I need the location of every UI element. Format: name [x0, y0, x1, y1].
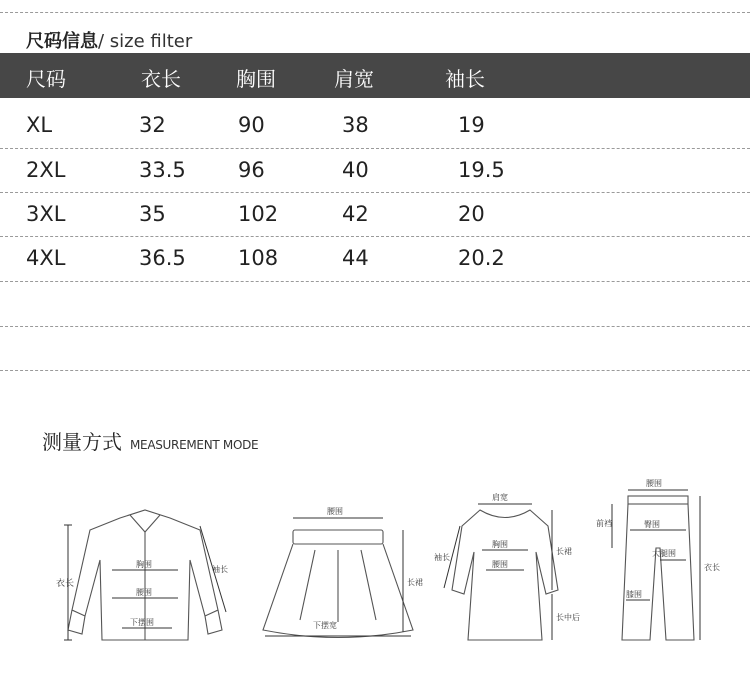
dress-shoulder-label: 肩宽	[492, 493, 508, 502]
measurement-title	[42, 426, 258, 455]
skirt-length-label: 长裙	[407, 578, 423, 587]
row-divider	[0, 192, 750, 193]
row-divider	[0, 148, 750, 149]
dress-back-length-label: 长中后	[556, 613, 580, 622]
pants-hip-label: 臀围	[644, 520, 660, 529]
table-row	[0, 194, 750, 238]
row-divider	[0, 326, 750, 327]
pants-illustration	[590, 470, 740, 670]
skirt-waist-label: 腰围	[327, 507, 343, 516]
size-info-title-zh: 尺码信息	[26, 31, 98, 52]
pants-rise-label: 前裆	[596, 519, 612, 528]
shirt-hem-label: 下摆围	[130, 618, 154, 627]
shirt-waist-label: 腰围	[136, 588, 152, 597]
cell-shoulder: 38	[342, 113, 369, 137]
table-row	[0, 150, 750, 194]
header-shoulder: 肩宽	[334, 67, 374, 91]
skirt-diagram	[255, 470, 425, 670]
shirt-sleeve-label: 袖长	[212, 565, 228, 574]
cell-length: 33.5	[139, 158, 186, 182]
shirt-diagram	[50, 470, 240, 670]
cell-length: 32	[139, 113, 166, 137]
cell-chest: 102	[238, 202, 279, 226]
cell-sleeve: 20.2	[458, 246, 505, 270]
shirt-chest-label: 胸围	[136, 560, 152, 569]
skirt-hem-label: 下摆宽	[313, 621, 337, 630]
header-length: 衣长	[141, 67, 181, 91]
dress-length-label: 长裙	[556, 547, 572, 556]
pants-knee-label: 膝围	[626, 590, 642, 599]
measurement-title-zh: 测量方式	[42, 430, 122, 454]
cell-shoulder: 42	[342, 202, 369, 226]
dress-waist-label: 腰围	[492, 560, 508, 569]
header-sleeve: 袖长	[445, 67, 485, 91]
pants-waist-label: 腰围	[646, 479, 662, 488]
dress-diagram	[430, 470, 580, 670]
header-chest: 胸围	[236, 67, 276, 91]
size-info-title	[26, 27, 192, 53]
cell-chest: 96	[238, 158, 265, 182]
shirt-illustration	[50, 470, 240, 670]
cell-length: 35	[139, 202, 166, 226]
row-divider	[0, 370, 750, 371]
cell-chest: 90	[238, 113, 265, 137]
cell-size: 4XL	[26, 246, 66, 270]
header-size: 尺码	[26, 67, 66, 91]
top-divider	[0, 12, 750, 13]
pants-thigh-label: 大腿围	[652, 549, 676, 558]
dress-chest-label: 胸围	[492, 540, 508, 549]
cell-size: XL	[26, 113, 53, 137]
cell-sleeve: 20	[458, 202, 485, 226]
shirt-length-label: 衣长	[56, 579, 75, 589]
cell-shoulder: 40	[342, 158, 369, 182]
row-divider	[0, 236, 750, 237]
measurement-title-en: MEASUREMENT MODE	[130, 438, 259, 452]
dress-illustration	[430, 470, 580, 670]
table-row	[0, 238, 750, 282]
size-info-title-en: / size filter	[98, 31, 193, 52]
cell-sleeve: 19	[458, 113, 485, 137]
row-divider	[0, 281, 750, 282]
cell-chest: 108	[238, 246, 279, 270]
cell-size: 3XL	[26, 202, 66, 226]
table-row	[0, 105, 750, 149]
cell-length: 36.5	[139, 246, 186, 270]
pants-diagram	[590, 470, 740, 670]
cell-sleeve: 19.5	[458, 158, 505, 182]
skirt-illustration	[255, 470, 425, 670]
cell-shoulder: 44	[342, 246, 369, 270]
dress-sleeve-label: 袖长	[434, 553, 450, 562]
cell-size: 2XL	[26, 158, 66, 182]
pants-length-label: 衣长	[704, 563, 720, 572]
size-table-header	[0, 53, 750, 98]
